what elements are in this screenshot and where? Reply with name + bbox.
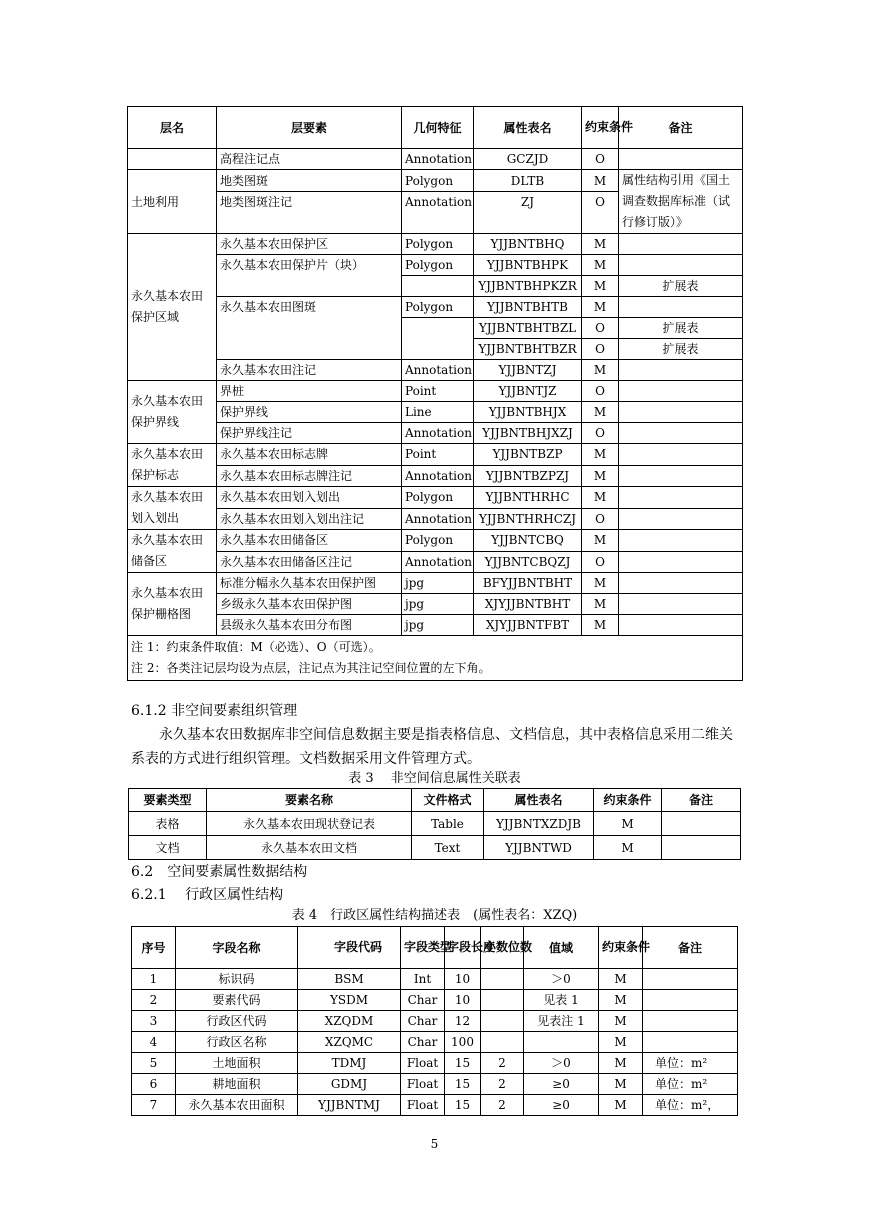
cell-remark: 扩展表 [619, 276, 743, 297]
cell-field-type: Char [401, 990, 445, 1011]
cell-type: 表格 [129, 812, 207, 836]
header-layer: 层名 [128, 107, 217, 149]
table-row [132, 1032, 738, 1053]
cell-field-code: XZQMC [298, 1032, 401, 1053]
cell-field-type: Char [401, 1011, 445, 1032]
cell-table-name: YJJBNTBHPKZR [474, 276, 582, 297]
table-row [128, 255, 743, 276]
cell-geometry: Annotation [402, 360, 474, 381]
cell-table-name: YJJBNTBHPK [474, 255, 582, 276]
table-row [128, 487, 743, 509]
table-row [129, 812, 741, 836]
header-remark: 备注 [643, 927, 738, 969]
cell-constraint: M [582, 234, 619, 255]
cell-geometry: Annotation [402, 149, 474, 170]
note-2: 注 2：各类注记层均设为点层，注记点为其注记空间位置的左下角。 [131, 661, 491, 675]
header-element-type: 要素类型 [129, 789, 207, 812]
cell-decimals: 2 [481, 1095, 524, 1116]
cell-geometry: Annotation [402, 465, 474, 487]
cell-element: 永久基本农田划入划出注记 [217, 508, 402, 530]
table-row [128, 423, 743, 444]
cell-element: 标准分幅永久基本农田保护图 [217, 573, 402, 594]
cell-field-name: 行政区名称 [176, 1032, 298, 1053]
cell-remark: 扩展表 [619, 318, 743, 339]
cell-table-name: YJJBNTBZPZJ [474, 465, 582, 487]
cell-geometry: Polygon [402, 255, 474, 276]
cell-table-name: YJJBNTCBQZJ [474, 551, 582, 573]
cell-table-name: YJJBNTZJ [474, 360, 582, 381]
table-row [128, 594, 743, 615]
cell-constraint: M [582, 276, 619, 297]
table-row [128, 149, 743, 170]
header-geometry: 几何特征 [402, 107, 474, 149]
cell-field-type: Float [401, 1053, 445, 1074]
cell-element: 县级永久基本农田分布图 [217, 615, 402, 636]
header-field-type: 字段类型 [401, 927, 445, 969]
cell-field-name: 行政区代码 [176, 1011, 298, 1032]
cell-table-name: DLTB [474, 170, 582, 192]
cell-remark [662, 812, 741, 836]
cell-constraint: O [582, 508, 619, 530]
cell-table-name: XJYJJBNTBHT [474, 594, 582, 615]
cell-geometry: Polygon [402, 530, 474, 552]
cell-remark [643, 969, 738, 990]
cell-domain: 见表 1 [524, 990, 599, 1011]
cell-seq: 5 [132, 1053, 176, 1074]
cell-seq: 1 [132, 969, 176, 990]
cell-field-type: Int [401, 969, 445, 990]
cell-field-length: 15 [445, 1053, 481, 1074]
cell-field-name: 要素代码 [176, 990, 298, 1011]
cell-table-name: YJJBNTBHQ [474, 234, 582, 255]
cell-geometry: Polygon [402, 170, 474, 192]
table-row [128, 402, 743, 423]
cell-table-name: YJJBNTHRHCZJ [474, 508, 582, 530]
cell-remark: 属性结构引用《国土调查数据库标准（试行修订版）》 [619, 170, 743, 234]
cell-table-name: BFYJJBNTBHT [474, 573, 582, 594]
cell-field-name: 耕地面积 [176, 1074, 298, 1095]
cell-decimals [481, 1011, 524, 1032]
header-table-name: 属性表名 [484, 789, 594, 812]
cell-name: 永久基本农田文档 [207, 836, 412, 860]
cell-field-type: Char [401, 1032, 445, 1053]
table-row [132, 1095, 738, 1116]
cell-table-name: XJYJJBNTFBT [474, 615, 582, 636]
cell-element: 永久基本农田保护区 [217, 234, 402, 255]
cell-layer: 永久基本农田保护界线 [128, 381, 217, 444]
header-remark: 备注 [662, 789, 741, 812]
header-constraint: 约束条件 [594, 789, 662, 812]
cell-field-code: TDMJ [298, 1053, 401, 1074]
table-row [132, 969, 738, 990]
table-row [128, 444, 743, 466]
cell-domain: ＞0 [524, 1053, 599, 1074]
cell-layer: 永久基本农田划入划出 [128, 487, 217, 530]
cell-seq: 4 [132, 1032, 176, 1053]
cell-element: 永久基本农田储备区 [217, 530, 402, 552]
cell-constraint: M [599, 1074, 643, 1095]
cell-field-name: 土地面积 [176, 1053, 298, 1074]
cell-remark: 扩展表 [619, 339, 743, 360]
table-row [128, 551, 743, 573]
cell-constraint: M [582, 487, 619, 509]
cell-constraint: M [599, 1011, 643, 1032]
table-row [128, 573, 743, 594]
cell-constraint: M [582, 615, 619, 636]
cell-constraint: M [582, 297, 619, 318]
cell-field-length: 12 [445, 1011, 481, 1032]
cell-remark [643, 1032, 738, 1053]
cell-domain: 见表注 1 [524, 1011, 599, 1032]
cell-field-type: Float [401, 1095, 445, 1116]
cell-field-code: GDMJ [298, 1074, 401, 1095]
table-row [132, 990, 738, 1011]
table-row [128, 508, 743, 530]
header-table-name: 属性表名 [474, 107, 582, 149]
cell-element: 永久基本农田储备区注记 [217, 551, 402, 573]
section-heading-6-2: 6.2 空间要素属性数据结构 [131, 864, 308, 880]
cell-seq: 2 [132, 990, 176, 1011]
cell-field-code: YJJBNTMJ [298, 1095, 401, 1116]
table-row [128, 530, 743, 552]
cell-geometry: Annotation [402, 508, 474, 530]
cell-constraint: M [582, 573, 619, 594]
cell-seq: 6 [132, 1074, 176, 1095]
table-row [128, 360, 743, 381]
cell-field-name: 标识码 [176, 969, 298, 990]
header-remark: 备注 [619, 107, 743, 149]
cell-table-name: YJJBNTBHTBZR [474, 339, 582, 360]
cell-decimals [481, 1032, 524, 1053]
cell-field-length: 15 [445, 1095, 481, 1116]
header-field-code: 字段代码 [298, 927, 401, 969]
cell-constraint: M [594, 836, 662, 860]
cell-table-name: YJJBNTWD [484, 836, 594, 860]
cell-decimals: 2 [481, 1074, 524, 1095]
cell-geometry: Annotation [402, 423, 474, 444]
table-row [129, 836, 741, 860]
cell-constraint: M [582, 594, 619, 615]
cell-field-type: Float [401, 1074, 445, 1095]
cell-element: 乡级永久基本农田保护图 [217, 594, 402, 615]
cell-remark: 单位：m²， [643, 1095, 738, 1116]
cell-constraint: M [582, 402, 619, 423]
table-row [128, 615, 743, 636]
cell-constraint: M [599, 1095, 643, 1116]
cell-element: 高程注记点 [217, 149, 402, 170]
cell-field-length: 15 [445, 1074, 481, 1095]
cell-layer: 永久基本农田保护区域 [128, 234, 217, 381]
header-decimals: 小数位数 [481, 927, 524, 969]
cell-table-name: YJJBNTXZDJB [484, 812, 594, 836]
cell-decimals [481, 990, 524, 1011]
cell-field-length: 10 [445, 969, 481, 990]
cell-table-name: YJJBNTHRHC [474, 487, 582, 509]
cell-layer: 土地利用 [128, 170, 217, 234]
cell-field-length: 10 [445, 990, 481, 1011]
cell-geometry: jpg [402, 573, 474, 594]
table-row [132, 1053, 738, 1074]
header-domain: 值域 [524, 927, 599, 969]
cell-geometry: Polygon [402, 234, 474, 255]
cell-field-name: 永久基本农田面积 [176, 1095, 298, 1116]
cell-type: 文档 [129, 836, 207, 860]
cell-seq: 7 [132, 1095, 176, 1116]
cell-seq: 3 [132, 1011, 176, 1032]
cell-constraint: O [582, 339, 619, 360]
cell-constraint: M [594, 812, 662, 836]
cell-element: 永久基本农田图斑 [217, 297, 402, 360]
cell-geometry: jpg [402, 594, 474, 615]
cell-constraint: M [599, 1032, 643, 1053]
cell-geometry: jpg [402, 615, 474, 636]
cell-constraint: O [582, 149, 619, 170]
cell-element: 永久基本农田划入划出 [217, 487, 402, 509]
cell-constraint: M [582, 360, 619, 381]
cell-field-code: XZQDM [298, 1011, 401, 1032]
table-row [132, 1011, 738, 1032]
nonspatial-table [128, 788, 741, 860]
xzq-table-body [132, 969, 738, 1116]
cell-remark: 单位：m² [643, 1053, 738, 1074]
header-element-name: 要素名称 [207, 789, 412, 812]
section-paragraph: 永久基本农田数据库非空间信息数据主要是指表格信息、文档信息，其中表格信息采用二维关系表的方式进行组织管理。文档数据采用文件管理方式。 [131, 727, 733, 767]
header-constraint: 约束条件 [582, 107, 619, 149]
cell-field-code: YSDM [298, 990, 401, 1011]
cell-constraint: M [599, 1053, 643, 1074]
cell-format: Text [412, 836, 484, 860]
header-constraint: 约束条件 [599, 927, 643, 969]
note-1: 注 1：约束条件取值：M（必选）、O（可选）。 [131, 640, 381, 654]
table-3-caption: 表 3 非空间信息属性关联表 [348, 771, 521, 786]
cell-table-name: YJJBNTBHJX [474, 402, 582, 423]
cell-constraint: M [582, 465, 619, 487]
cell-element: 永久基本农田注记 [217, 360, 402, 381]
section-heading-6-1-2: 6.1.2 非空间要素组织管理 [131, 703, 298, 719]
cell-domain: ≥0 [524, 1095, 599, 1116]
table-4-caption: 表 4 行政区属性结构描述表 (属性表名：XZQ) [291, 908, 578, 923]
xzq-attribute-table [131, 926, 738, 1116]
table-row [128, 381, 743, 402]
cell-constraint: O [582, 381, 619, 402]
cell-remark [643, 990, 738, 1011]
cell-geometry: Point [402, 381, 474, 402]
cell-constraint: O [582, 551, 619, 573]
page-number: 5 [430, 1137, 439, 1151]
cell-remark: 单位：m² [643, 1074, 738, 1095]
cell-geometry: Polygon [402, 297, 474, 318]
cell-table-name: GCZJD [474, 149, 582, 170]
section-heading-6-2-1: 6.2.1 行政区属性结构 [131, 887, 284, 903]
cell-constraint: O [582, 423, 619, 444]
cell-table-name: YJJBNTBZP [474, 444, 582, 466]
cell-table-name: YJJBNTJZ [474, 381, 582, 402]
cell-constraint: M [599, 969, 643, 990]
cell-element: 保护界线 [217, 402, 402, 423]
cell-field-length: 100 [445, 1032, 481, 1053]
cell-remark [643, 1011, 738, 1032]
cell-element: 永久基本农田保护片（块） [217, 255, 402, 297]
table-row [128, 170, 743, 192]
header-field-length: 字段长度 [445, 927, 481, 969]
cell-layer: 永久基本农田保护标志 [128, 444, 217, 487]
cell-field-code: BSM [298, 969, 401, 990]
cell-decimals [481, 969, 524, 990]
table-row [128, 465, 743, 487]
cell-name: 永久基本农田现状登记表 [207, 812, 412, 836]
cell-element: 永久基本农田标志牌注记 [217, 465, 402, 487]
cell-table-name: ZJ [474, 192, 582, 234]
cell-decimals: 2 [481, 1053, 524, 1074]
cell-constraint: O [582, 318, 619, 339]
cell-constraint: M [582, 530, 619, 552]
cell-constraint: M [582, 170, 619, 192]
cell-element: 界桩 [217, 381, 402, 402]
cell-element: 地类图斑注记 [217, 192, 402, 234]
cell-remark [662, 836, 741, 860]
table-notes [128, 636, 743, 681]
cell-layer: 永久基本农田储备区 [128, 530, 217, 573]
cell-constraint: M [582, 444, 619, 466]
cell-element: 永久基本农田标志牌 [217, 444, 402, 466]
cell-table-name: YJJBNTBHJXZJ [474, 423, 582, 444]
header-element: 层要素 [217, 107, 402, 149]
cell-domain: ＞0 [524, 969, 599, 990]
table-row [132, 1074, 738, 1095]
cell-layer: 永久基本农田保护栅格图 [128, 573, 217, 636]
cell-format: Table [412, 812, 484, 836]
cell-domain: ≥0 [524, 1074, 599, 1095]
cell-table-name: YJJBNTBHTBZL [474, 318, 582, 339]
layer-table [127, 106, 743, 681]
cell-constraint: O [582, 192, 619, 234]
cell-element: 地类图斑 [217, 170, 402, 192]
cell-geometry: Annotation [402, 192, 474, 234]
table-row [128, 297, 743, 318]
cell-constraint: M [599, 990, 643, 1011]
header-file-format: 文件格式 [412, 789, 484, 812]
cell-constraint: M [582, 255, 619, 276]
header-seq: 序号 [132, 927, 176, 969]
cell-geometry: Point [402, 444, 474, 466]
cell-geometry: Line [402, 402, 474, 423]
cell-table-name: YJJBNTBHTB [474, 297, 582, 318]
table-row [128, 234, 743, 255]
header-field-name: 字段名称 [176, 927, 298, 969]
cell-table-name: YJJBNTCBQ [474, 530, 582, 552]
cell-geometry: Polygon [402, 487, 474, 509]
cell-domain [524, 1032, 599, 1053]
cell-element: 保护界线注记 [217, 423, 402, 444]
cell-geometry: Annotation [402, 551, 474, 573]
